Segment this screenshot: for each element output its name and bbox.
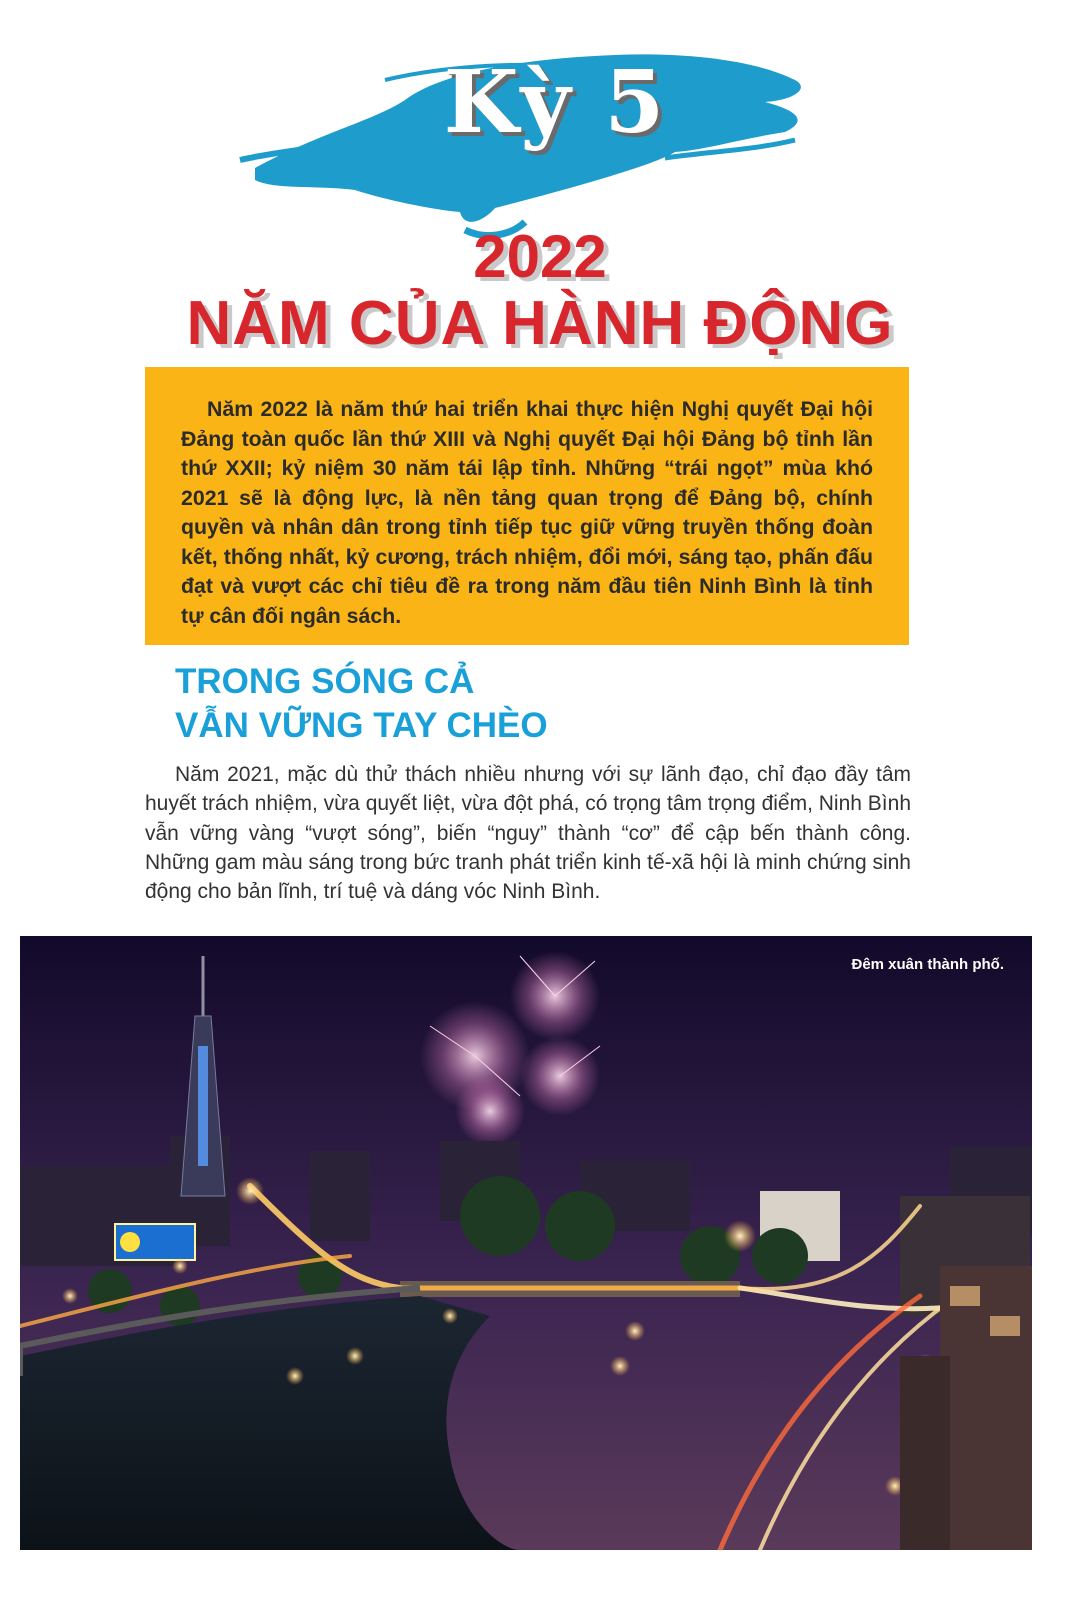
section-heading-line2: VẪN VỮNG TAY CHÈO	[175, 706, 548, 745]
city-night-photo	[20, 936, 1032, 1550]
sapo-text: Năm 2022 là năm thứ hai triển khai thực hiện Nghị quyết Đại hội Đảng toàn quốc lần thứ XIII và Nghị quyết Đại hội Đảng bộ tỉnh lần thứ XXII; kỷ niệm 30 năm tái lập tỉnh. Những “trái ngọt” mùa khó 2021 sẽ là động lực, là nền tảng quan trọng để Đảng bộ, chính quyền và nhân dân trong tỉnh tiếp tục giữ vững truyền thống đoàn kết, thống nhất, kỷ cương, trách nhiệm, đổi mới, sáng tạo, phấn đấu đạt và vượt các chỉ tiêu đề ra trong năm đầu tiên Ninh Bình là tỉnh tự cân đối ngân sách.	[181, 397, 873, 628]
issue-label: Kỳ 5	[443, 52, 667, 153]
billboard	[115, 1224, 195, 1260]
photo-illustration	[20, 936, 1032, 1550]
sapo-box	[145, 367, 909, 645]
body-paragraph: Năm 2021, mặc dù thử thách nhiều nhưng với sự lãnh đạo, chỉ đạo đầy tâm huyết trách nhiệm, vừa quyết liệt, vừa đột phá, có trọng tâm trọng điểm, Ninh Bình vẫn vững vàng “vượt sóng”, biến “nguy” thành “cơ” để cập bến thành công. Những gam màu sáng trong bức tranh phát triển kinh tế-xã hội là minh chứng sinh động cho bản lĩnh, trí tuệ và dáng vóc Ninh Bình.	[145, 763, 911, 904]
section-heading-line1: TRONG SÓNG CẢ	[175, 662, 475, 701]
photo-caption: Đêm xuân thành phố.	[851, 956, 1004, 973]
headline-year: 2022	[473, 223, 607, 290]
section-heading	[175, 660, 548, 748]
headline-title: NĂM CỦA HÀNH ĐỘNG	[186, 289, 894, 358]
